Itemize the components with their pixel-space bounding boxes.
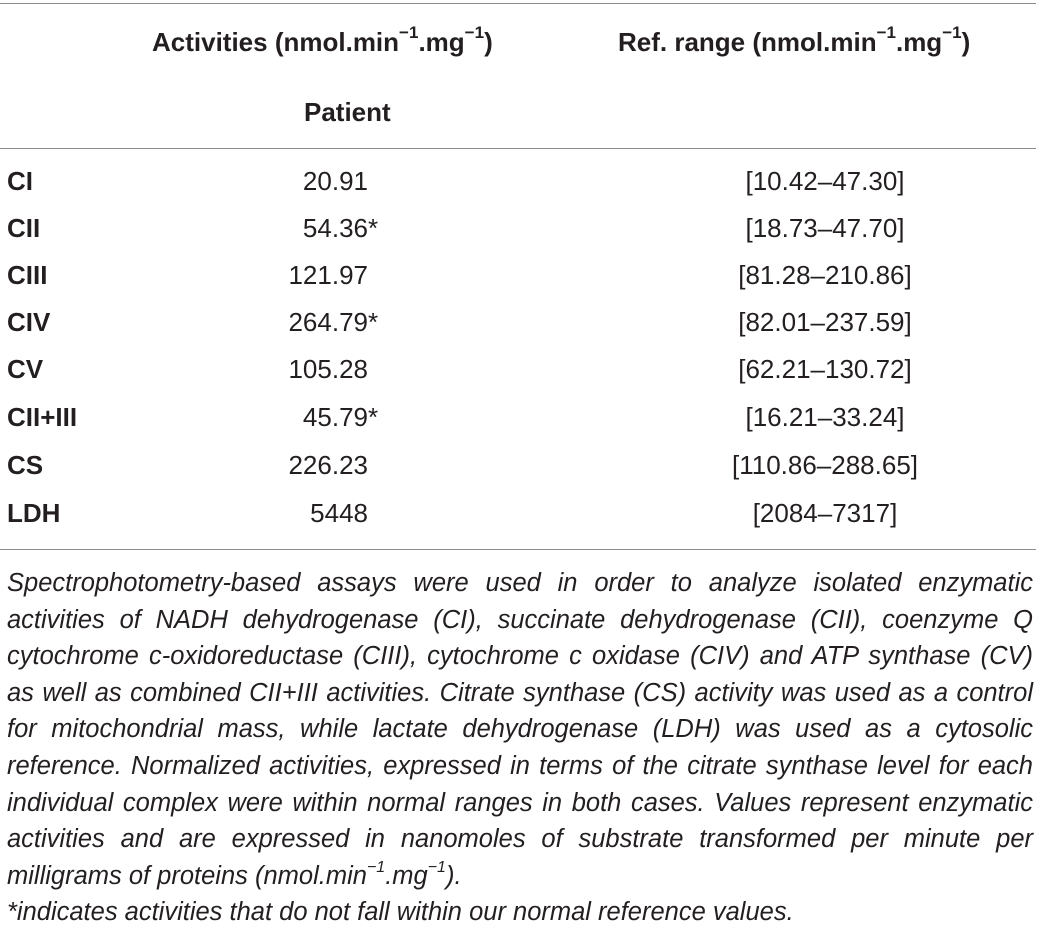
patient-activity-value (230, 354, 380, 385)
activity-number: 5448 (310, 498, 368, 528)
activity-number: 264.79 (288, 307, 368, 337)
table-row (0, 398, 1036, 438)
activity-number: 121.97 (288, 260, 368, 290)
patient-subheader: Patient (304, 97, 391, 127)
activities-column-header (152, 23, 493, 58)
activity-number: 45.79 (302, 402, 368, 432)
ref-header-exponent: −1 (942, 23, 962, 43)
row-label: CII (7, 213, 41, 243)
footnote-unit: .mg (385, 861, 428, 890)
patient-activity-value (230, 213, 380, 244)
footnote-exponent: −1 (366, 859, 386, 877)
activities-header-exponent: −1 (399, 23, 419, 43)
row-label: CS (7, 450, 44, 480)
ref-header-text: Ref. range (nmol.min (618, 27, 877, 57)
out-of-range-marker: * (368, 213, 379, 243)
out-of-range-marker: * (368, 402, 379, 432)
row-label: CIV (7, 307, 51, 337)
table-row (0, 350, 1036, 390)
reference-range-value: [110.86–288.65] (731, 450, 919, 480)
footnote-paragraph (7, 565, 1033, 894)
table-row (0, 209, 1036, 249)
ref-header-exponent: −1 (876, 23, 896, 43)
reference-range-value: [2084–7317] (752, 498, 898, 528)
bottom-rule (0, 549, 1036, 550)
activity-number: 105.28 (288, 354, 368, 384)
patient-activity-value (230, 498, 380, 529)
out-of-range-marker: * (368, 307, 379, 337)
top-rule (0, 3, 1036, 4)
activity-number: 20.91 (302, 166, 368, 196)
activities-header-close: ) (484, 27, 493, 57)
reference-range-value: [18.73–47.70] (745, 213, 905, 243)
footnote-text: Spectrophotometry-based assays were used in order to analyze isolated enzymatic activities of NADH dehydrogenase (CI), succinate dehydrogenase (CII), coenzyme Q cytochrome c-oxidoreductase (CIII), cytochrome c oxidase (CIV) and ATP synthase (CV) as well as combined CII+III activities. Citrate synthase (CS) activity was used as a control for mitochondrial mass, while lactate dehydrogenase (LDH) was used as a cytosolic reference. Normalized activities, expressed in terms of the citrate synthase level for each individual complex were within normal ranges in both cases. Values represent enzymatic activities and are expressed in nanomoles of substrate transformed per minute per milligrams of proteins (nmol.min (7, 569, 1033, 890)
row-label: CIII (7, 260, 48, 290)
patient-activity-value (230, 450, 380, 481)
activities-header-unit: .mg (418, 27, 465, 57)
table-row (0, 256, 1036, 296)
patient-activity-value (230, 260, 380, 291)
activity-number: 54.36 (302, 213, 368, 243)
ref-header-unit: .mg (895, 27, 943, 57)
activities-header-text: Activities (nmol.min (152, 27, 400, 57)
patient-activity-value (230, 166, 380, 197)
patient-activity-value (230, 307, 380, 338)
patient-activity-value (230, 402, 380, 433)
table-row (0, 303, 1036, 343)
table-row (0, 446, 1036, 486)
table-footnote (7, 565, 1033, 931)
ref-range-column-header (618, 23, 971, 58)
row-label: CII+III (7, 402, 78, 432)
reference-range-value: [10.42–47.30] (745, 166, 905, 196)
footnote-asterisk-note: *indicates activities that do not fall within our normal reference values. (7, 898, 794, 927)
table-row (0, 494, 1036, 534)
reference-range-value: [81.28–210.86] (738, 260, 912, 290)
reference-range-value: [82.01–237.59] (738, 307, 912, 337)
reference-range-value: [62.21–130.72] (738, 354, 912, 384)
activities-header-exponent: −1 (464, 23, 485, 43)
ref-header-close: ) (961, 27, 971, 57)
table-row (0, 162, 1036, 202)
footnote-unit-close: ). (445, 861, 462, 890)
reference-range-value: [16.21–33.24] (745, 402, 905, 432)
row-label: LDH (7, 498, 61, 528)
header-rule (0, 148, 1036, 149)
activity-number: 226.23 (288, 450, 368, 480)
footnote-exponent: −1 (427, 859, 446, 877)
row-label: CV (7, 354, 44, 384)
row-label: CI (7, 166, 33, 196)
